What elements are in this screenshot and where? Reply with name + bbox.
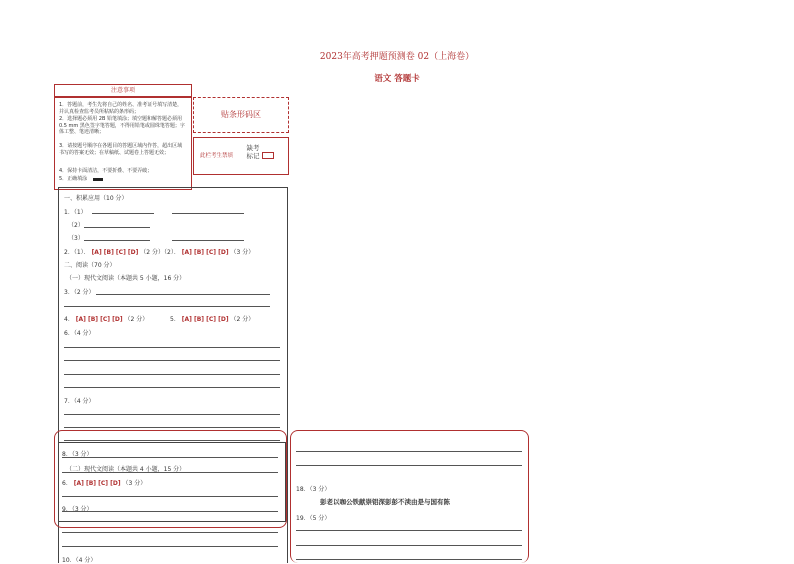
answer-line[interactable] [92,213,154,214]
q1-label: 1．（1） [64,209,87,216]
q2-prefix: 2．（1）． [64,249,90,256]
q2-suffix: （3 分） [230,249,255,256]
section-2-heading: 二、阅读（70 分） [64,262,116,269]
absent-box [193,137,289,175]
subsection-1-heading: （一）现代文阅读（本题共 5 小题，16 分） [66,275,186,282]
answer-line[interactable] [64,306,270,307]
answer-line[interactable] [172,213,244,214]
subsection-2-heading: （二）现代文阅读（本题共 4 小题，15 分） [66,466,186,473]
answer-line[interactable] [64,387,280,388]
absent-label: 缺考标记 [246,144,260,160]
q9-options[interactable]: [A] [B] [C] [D] [73,480,121,487]
answer-line[interactable] [64,347,280,348]
quote-line: 彭老以咖公铁献崇铝深彭彭不渎由是与国有陈 [320,498,450,506]
answer-line[interactable] [296,559,522,560]
q9-label: 9．（3 分） [62,506,93,513]
absent-instruction: 此栏考生禁填 [200,153,234,159]
answer-line[interactable] [296,545,522,546]
notice-item: 5．正确填涂 [59,176,88,182]
notice-box [54,97,192,190]
answer-line[interactable] [296,530,522,531]
q2-mid: （2 分）（2）． [140,249,180,256]
filled-example-mark [93,178,103,181]
notice-item: 4．保持卡面清洁，不要折叠、不要弄破； [59,168,153,174]
q5-row [170,314,254,323]
answer-line[interactable] [62,472,278,473]
q3-label: 3．（2 分） [64,289,95,296]
answer-line[interactable] [96,294,270,295]
answer-line[interactable] [296,465,522,466]
answer-line[interactable] [296,451,522,452]
barcode-area: 贴条形码区 [193,97,289,133]
absent-checkbox[interactable] [262,152,274,159]
answer-line[interactable] [172,240,244,241]
q4-score: （2 分） [124,316,149,323]
q9-opts-row [62,478,146,487]
answer-line[interactable] [62,532,278,533]
answer-line[interactable] [64,374,280,375]
notice-item: 3．请按题号顺序在各题目的答题区域内作答，超出区域书写的答案无效；在草稿纸、试题卷上答题无效； [59,143,183,156]
page-title: 2023年高考押题预测卷 02（上海卷） [319,52,475,62]
q4-num: 4． [64,316,74,323]
q7-label: 7．（4 分） [64,398,95,405]
answer-line[interactable] [62,496,278,497]
section-1-heading: 一、积累应用（10 分） [64,195,128,202]
q9-opts-num: 6． [62,480,72,487]
q2-options-2[interactable]: [A] [B] [C] [D] [181,249,229,256]
q18-label: 18．（3 分） [296,486,331,493]
q2-row [64,247,254,256]
q1-3-label: （3） [68,235,84,242]
q5-num: 5． [170,316,180,323]
q6-label: 6．（4 分） [64,330,95,337]
answer-line[interactable] [64,360,280,361]
answer-line[interactable] [84,240,150,241]
answer-line[interactable] [62,511,278,512]
notice-heading: 注意事项 [54,84,192,97]
q4-row [64,314,148,323]
notice-item: 2．选择题必须用 2B 铅笔填涂；填空题和解答题必须用 0.5 mm 黑色签字笔答题，不得用铅笔或圆珠笔答题；字体工整、笔迹清晰； [59,116,185,135]
q9-score: （3 分） [122,480,147,487]
q10-label: 10．（4 分） [62,557,97,564]
page-subtitle: 语文 答题卡 [374,74,420,84]
q2-options-1[interactable]: [A] [B] [C] [D] [91,249,139,256]
notice-item: 1．答题前，考生先将自己的姓名、准考证号填写清楚，并认真检查监考员所粘贴的条形码； [59,102,183,115]
q4-options[interactable]: [A] [B] [C] [D] [75,316,123,323]
answer-line[interactable] [64,427,280,428]
answer-line[interactable] [84,227,150,228]
answer-line[interactable] [62,546,278,547]
q19-label: 19．（5 分） [296,515,331,522]
q5-score: （2 分） [230,316,255,323]
q1-2-label: （2） [68,222,84,229]
q5-options[interactable]: [A] [B] [C] [D] [181,316,229,323]
answer-line[interactable] [62,457,278,458]
answer-line[interactable] [64,414,280,415]
q8-label: 8．（3 分） [62,451,93,458]
